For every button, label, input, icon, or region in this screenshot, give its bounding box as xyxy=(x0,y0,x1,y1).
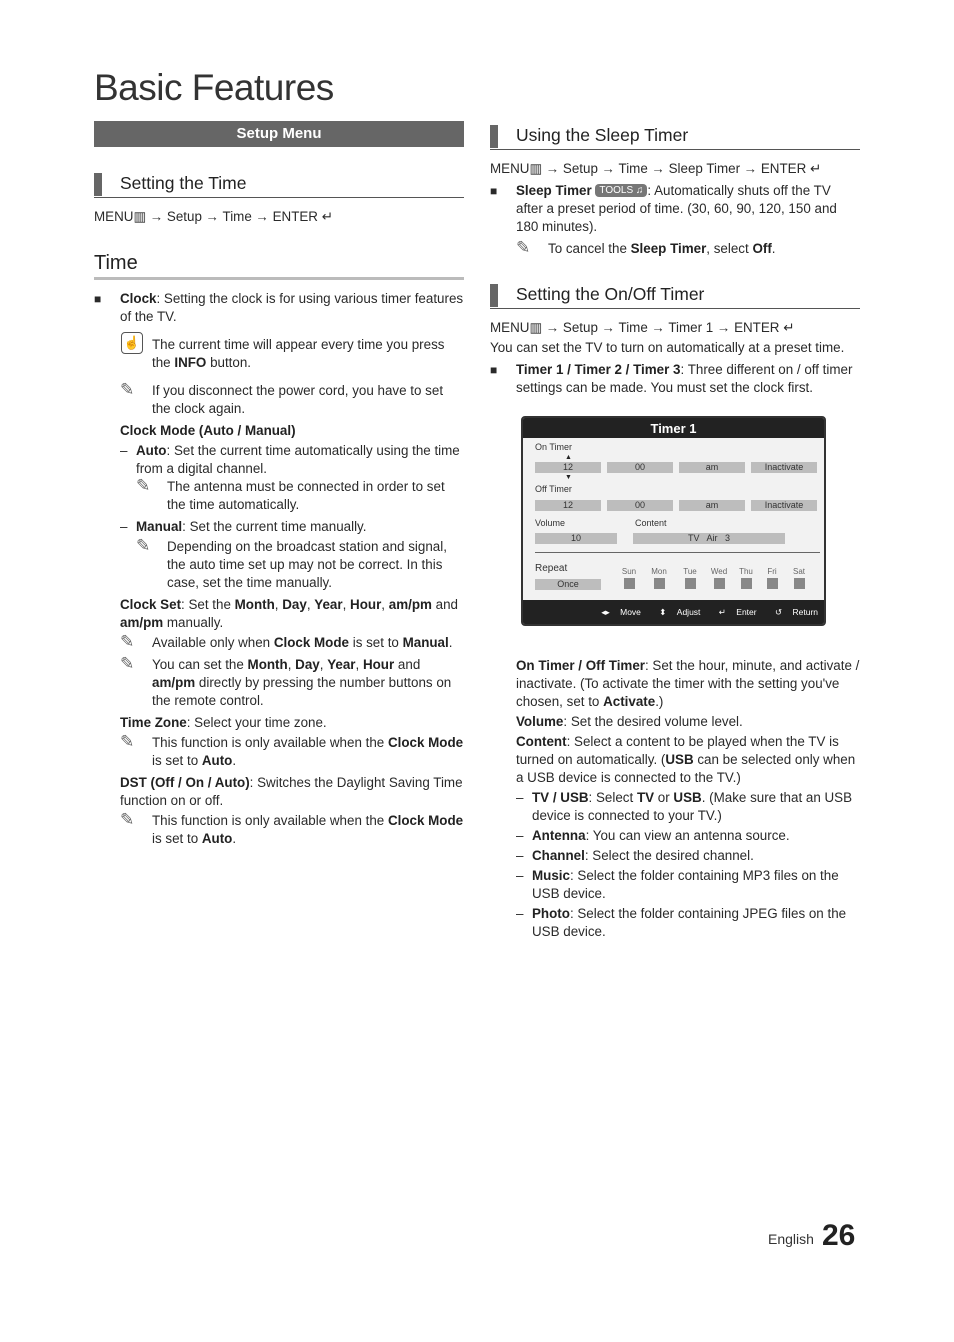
clock-mode-title: Clock Mode (Auto / Manual) xyxy=(120,423,296,438)
dash-photo: – Photo: Select the folder containing JPEG files on the USB device. xyxy=(516,905,860,941)
dash-music: – Music: Select the folder containing MP3 files on the USB device. xyxy=(516,867,860,903)
osd-volume-label: Volume xyxy=(535,518,566,528)
osd-repeat-label: Repeat xyxy=(535,563,568,574)
pencil-note-icon: ✎ xyxy=(120,380,135,399)
note-current-time: ☝ The current time will appear every time you press the INFO button. xyxy=(120,336,464,372)
osd-on-timer-label: On Timer xyxy=(535,442,573,452)
down-arrow-icon: ▼ xyxy=(565,474,572,481)
desc-content: Content: Select a content to be played when the TV is turned on automatically. (USB can be selected only when a USB device is connected to the TV.) xyxy=(516,734,856,785)
pencil-note-icon: ✎ xyxy=(136,476,151,495)
up-arrow-icon: ▲ xyxy=(565,454,572,461)
osd-volume-value[interactable]: 10 xyxy=(535,533,617,544)
osd-day-wed-checkbox[interactable] xyxy=(714,578,725,589)
enter-icon: ↵ xyxy=(806,161,822,176)
time-heading: Time xyxy=(94,250,464,280)
onoff-timer-heading: Setting the On/Off Timer xyxy=(490,282,860,309)
time-zone: Time Zone: Select your time zone. xyxy=(120,715,327,730)
osd-enter-hint: ↵ Enter xyxy=(718,607,757,617)
dst: DST (Off / On / Auto): Switches the Daylight Saving Time function on or off. xyxy=(120,775,463,808)
osd-day-sat: Sat xyxy=(792,567,805,576)
osd-day-wed: Wed xyxy=(710,567,728,576)
menu-icon: ▥ xyxy=(529,320,543,335)
onoff-timer-menu-path: MENU▥ → Setup → Time → Timer 1 → ENTER ↵ xyxy=(490,320,795,335)
dash-channel: – Channel: Select the desired channel. xyxy=(516,847,860,865)
osd-off-hour[interactable]: 12 xyxy=(535,500,601,511)
osd-on-hour[interactable]: 12 xyxy=(535,462,601,473)
return-icon: ↺ xyxy=(774,607,783,617)
sleep-timer-menu-path: MENU▥ → Setup → Time → Sleep Timer → ENTER ↵ xyxy=(490,161,822,176)
manual-item: – Manual: Set the current time manually. xyxy=(120,518,464,536)
sleep-timer-heading: Using the Sleep Timer xyxy=(490,123,860,150)
osd-day-fri-checkbox[interactable] xyxy=(767,578,778,589)
setup-menu-bar: Setup Menu xyxy=(94,121,464,147)
desc-onoff-timer: On Timer / Off Timer: Set the hour, minute, and activate / inactivate. (To activate the timer with the setting you've chosen, set to Activate.) xyxy=(516,658,860,709)
osd-return-hint: ↺ Return xyxy=(774,607,818,617)
setting-time-heading: Setting the Time xyxy=(94,171,464,198)
hand-note-icon: ☝ xyxy=(121,332,143,354)
osd-day-thu: Thu xyxy=(739,567,753,576)
onoff-intro: You can set the TV to turn on automatically at a preset time. xyxy=(490,340,845,355)
pencil-note-icon: ✎ xyxy=(120,732,135,751)
sleep-timer-note: ✎ To cancel the Sleep Timer, select Off. xyxy=(516,238,776,257)
osd-day-fri: Fri xyxy=(767,567,777,576)
enter-icon: ↵ xyxy=(317,209,333,224)
dash-tv-usb: – TV / USB: Select TV or USB. (Make sure that an USB device is connected to your TV.) xyxy=(516,789,860,825)
dash-antenna: – Antenna: You can view an antenna source. xyxy=(516,827,860,845)
timer-bullet: ■ Timer 1 / Timer 2 / Timer 3: Three different on / off timer settings can be made. You must set the clock first. xyxy=(490,361,860,397)
osd-content-value[interactable]: TV Air 3 xyxy=(633,533,785,544)
osd-on-ampm[interactable]: am xyxy=(679,462,745,473)
clock-set: Clock Set: Set the Month, Day, Year, Hour, am/pm and am/pm manually. xyxy=(120,597,458,630)
pencil-note-icon: ✎ xyxy=(136,536,151,555)
osd-on-activate[interactable]: Inactivate xyxy=(751,462,817,473)
osd-day-sat-checkbox[interactable] xyxy=(794,578,805,589)
osd-day-sun: Sun xyxy=(621,567,637,576)
clock-set-note-2: ✎ You can set the Month, Day, Year, Hour and am/pm directly by pressing the number buttons on the remote control. xyxy=(120,654,452,708)
auto-note: ✎ The antenna must be connected in order to set the time automatically. xyxy=(136,476,445,512)
osd-off-timer-label: Off Timer xyxy=(535,484,572,494)
pencil-note-icon: ✎ xyxy=(120,632,135,651)
osd-move-hint: ◂▸ Move xyxy=(601,607,641,617)
tools-icon: ♫ xyxy=(635,185,644,196)
osd-repeat-value[interactable]: Once xyxy=(535,579,601,590)
note-disconnect: ✎ If you disconnect the power cord, you have to set the clock again. xyxy=(120,380,444,416)
osd-day-sun-checkbox[interactable] xyxy=(624,578,635,589)
enter-icon: ↵ xyxy=(718,607,726,617)
osd-off-activate[interactable]: Inactivate xyxy=(751,500,817,511)
page-title: Basic Features xyxy=(94,67,334,108)
pencil-note-icon: ✎ xyxy=(516,238,531,257)
auto-item: – Auto: Set the current time automatically using the time from a digital channel. xyxy=(120,442,464,478)
dst-note: ✎ This function is only available when the Clock Mode is set to Auto. xyxy=(120,810,464,846)
time-zone-note: ✎ This function is only available when the Clock Mode is set to Auto. xyxy=(120,732,464,768)
osd-day-mon-checkbox[interactable] xyxy=(654,578,665,589)
manual-note: ✎ Depending on the broadcast station and signal, the auto time set up may not be correct. In this case, set the time manually. xyxy=(136,536,447,590)
footer-language: English xyxy=(768,1231,814,1247)
osd-off-minute[interactable]: 00 xyxy=(607,500,673,511)
clock-bullet: ■ Clock: Setting the clock is for using various timer features of the TV. xyxy=(94,290,464,326)
enter-icon: ↵ xyxy=(779,320,795,335)
setting-time-menu-path: MENU▥ → Setup → Time → ENTER ↵ xyxy=(94,209,333,224)
up-down-arrow-icon: ⬍ xyxy=(659,607,667,617)
pencil-note-icon: ✎ xyxy=(120,654,135,673)
osd-day-thu-checkbox[interactable] xyxy=(741,578,752,589)
osd-footer xyxy=(523,600,824,624)
menu-icon: ▥ xyxy=(529,161,543,176)
osd-off-ampm[interactable]: am xyxy=(679,500,745,511)
menu-icon: ▥ xyxy=(133,209,147,224)
osd-on-minute[interactable]: 00 xyxy=(607,462,673,473)
desc-volume: Volume: Set the desired volume level. xyxy=(516,714,743,729)
sleep-timer-bullet: ■ Sleep Timer TOOLS ♫ : Automatically shuts off the TV after a preset period of time. (30, 60, 90, 120, 150 and 180 minutes). xyxy=(490,182,860,236)
left-right-arrow-icon: ◂▸ xyxy=(601,607,610,617)
timer-osd-screenshot xyxy=(521,416,826,626)
osd-day-tue-checkbox[interactable] xyxy=(685,578,696,589)
tools-badge: TOOLS ♫ xyxy=(595,184,647,197)
osd-divider xyxy=(535,552,820,553)
pencil-note-icon: ✎ xyxy=(120,810,135,829)
clock-set-note-1: ✎ Available only when Clock Mode is set to Manual. xyxy=(120,632,453,651)
left-column xyxy=(94,121,464,848)
osd-content-label: Content xyxy=(635,518,667,528)
osd-title: Timer 1 xyxy=(523,418,824,438)
osd-day-tue: Tue xyxy=(683,567,697,576)
osd-adjust-hint: ⬍ Adjust xyxy=(659,607,701,617)
osd-day-mon: Mon xyxy=(651,567,667,576)
page-number: 26 xyxy=(822,1219,856,1252)
